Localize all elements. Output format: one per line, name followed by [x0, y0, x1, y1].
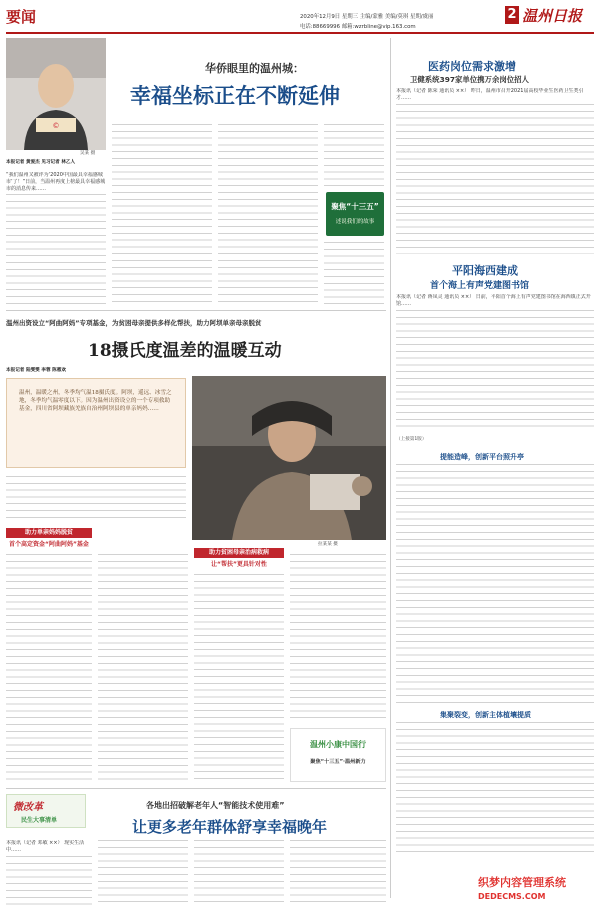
mid-kicker: 温州出资设立“阿曲阿妈”专项基金，为贫困母亲提供多样化帮扶，助力阿坝单亲母亲脱贫	[6, 319, 262, 327]
portrait-illustration	[6, 38, 106, 150]
top-byline: 本报记者 黄爱杰 见习记者 林乙人	[6, 160, 76, 165]
paper-name: 温州日报	[522, 7, 583, 25]
right-story1-sub: 卫健系统397家单位携万余岗位招人	[410, 75, 529, 84]
bottom-top-rule	[6, 788, 386, 789]
mid-photo	[192, 376, 386, 540]
right-story3-body	[396, 464, 594, 704]
reform-badge-title: 微改革	[13, 802, 43, 813]
reform-badge-sub: 民生大事清单	[21, 817, 58, 824]
top-text-col-4b	[324, 242, 384, 304]
bottom-col-3	[194, 840, 284, 908]
bottom-headline: 让更多老年群体舒享幸福晚年	[132, 818, 328, 836]
bottom-lead: 本报讯（记者 邓敏 ××） 现实生活中……	[6, 840, 85, 853]
right-story3-title: 提能造峰，创新平台照升亭	[440, 453, 524, 461]
top-lead: “我们温州又被评为‘2020中国最具幸福感城市’了！”日前，当温州再度上榜最具幸福感城市的消息传来……	[6, 172, 106, 192]
top-text-col-3	[218, 124, 318, 304]
top-text-col-1	[6, 194, 106, 304]
mid-top-rule	[6, 310, 386, 311]
mid-sub1b-banner: 首个高定资金“阿曲阿妈”基金	[6, 540, 92, 550]
right-story2-lead: 本报讯（记者 蒋凤灵 通讯员 ××） 日前，平阳首个海上有声党建图书馆在海西镇正式开馆……	[396, 294, 591, 307]
right-story2-title: 平阳海西建成	[452, 264, 518, 277]
mid-col-4	[290, 554, 386, 724]
right-story1-body	[396, 104, 594, 254]
mid-sub2-banner: 助力贫困母亲治病救病	[194, 548, 284, 558]
right-story1-title: 医药岗位需求激增	[428, 60, 516, 73]
series-badge-sub: 述说我们的故事	[335, 219, 375, 225]
right-story4-body	[396, 722, 594, 852]
mid-col-1	[6, 554, 92, 784]
reform-badge	[6, 794, 86, 828]
bottom-col-4	[290, 840, 386, 908]
section-title: 要闻	[6, 8, 37, 26]
right-story2-body	[396, 310, 594, 430]
mid-text-a	[6, 476, 186, 522]
mid-photo-caption: 拉某某 摄	[318, 542, 338, 547]
edition-contact-line: 电话:88669996 邮箱:wzrbline@vip.163.com	[300, 24, 416, 30]
mid-headline: 18摄氏度温差的温暖互动	[88, 341, 282, 361]
series-badge	[326, 192, 384, 236]
right-column-rule	[390, 38, 391, 898]
bottom-kicker: 各地出招破解老年人“智能技术使用难”	[146, 801, 285, 810]
edition-meta	[300, 12, 433, 30]
page-number: 2	[505, 6, 519, 24]
top-text-col-2	[112, 124, 212, 304]
mid-photo-illustration	[192, 376, 386, 540]
mid-quote-box	[6, 378, 186, 468]
stamp-title: 温州小康中国行	[310, 739, 366, 749]
portrait-photo	[6, 38, 106, 150]
masthead-rule	[6, 32, 594, 34]
xiaokang-stamp	[290, 728, 386, 782]
right-story1-lead: 本报讯（记者 陈荣 通讯员 ××） 昨日，温州市召开2021届高校毕业生医药卫生类引才……	[396, 88, 584, 101]
watermark	[478, 874, 566, 901]
mid-sub1-banner: 助力单亲妈妈脱贫	[6, 528, 92, 538]
continued-note: （上接第1版）	[396, 437, 427, 442]
top-kicker: 华侨眼里的温州城：	[205, 62, 304, 75]
mid-col-3	[194, 574, 284, 784]
bottom-col-2	[98, 840, 188, 908]
series-badge-title: 聚焦“十三五”	[331, 202, 379, 211]
top-headline: 幸福坐标正在不断延伸	[130, 83, 340, 108]
bottom-col-1	[6, 856, 92, 908]
watermark-line2: DEDECMS.COM	[478, 892, 546, 901]
top-text-col-4	[324, 124, 384, 188]
stamp-sub: 聚焦“十三五”·温州新力	[310, 759, 366, 765]
mid-quote-text: 温州，温暖之州，冬季均气温18摄氏度。阿坝，遥远、冰雪之地，冬季均气温零度以下。因为温州出资设立的一个专项救助基金，四川省阿坝藏族羌族自治州阿坝县的单亲妈妈……	[19, 390, 172, 412]
svg-text:©: ©	[52, 122, 60, 130]
mid-col-2	[98, 554, 188, 784]
edition-date-line: 2020年12月9日 星期三 主编/蒙雅 美编/莫琪 星期/虞丽	[300, 14, 434, 20]
right-story4-title: 集聚裂变，创新主体植壤提质	[440, 711, 531, 719]
portrait-caption: 吴某 摄	[80, 151, 96, 156]
mid-sub2b-banner: 让“帮扶”更具针对性	[194, 560, 284, 570]
watermark-line1: 织梦内容管理系统	[478, 876, 566, 889]
mid-byline: 本报记者 陆雯雯 李蓉 陈惠欢	[6, 368, 66, 373]
right-story2-sub: 首个海上有声党建图书馆	[430, 281, 530, 291]
